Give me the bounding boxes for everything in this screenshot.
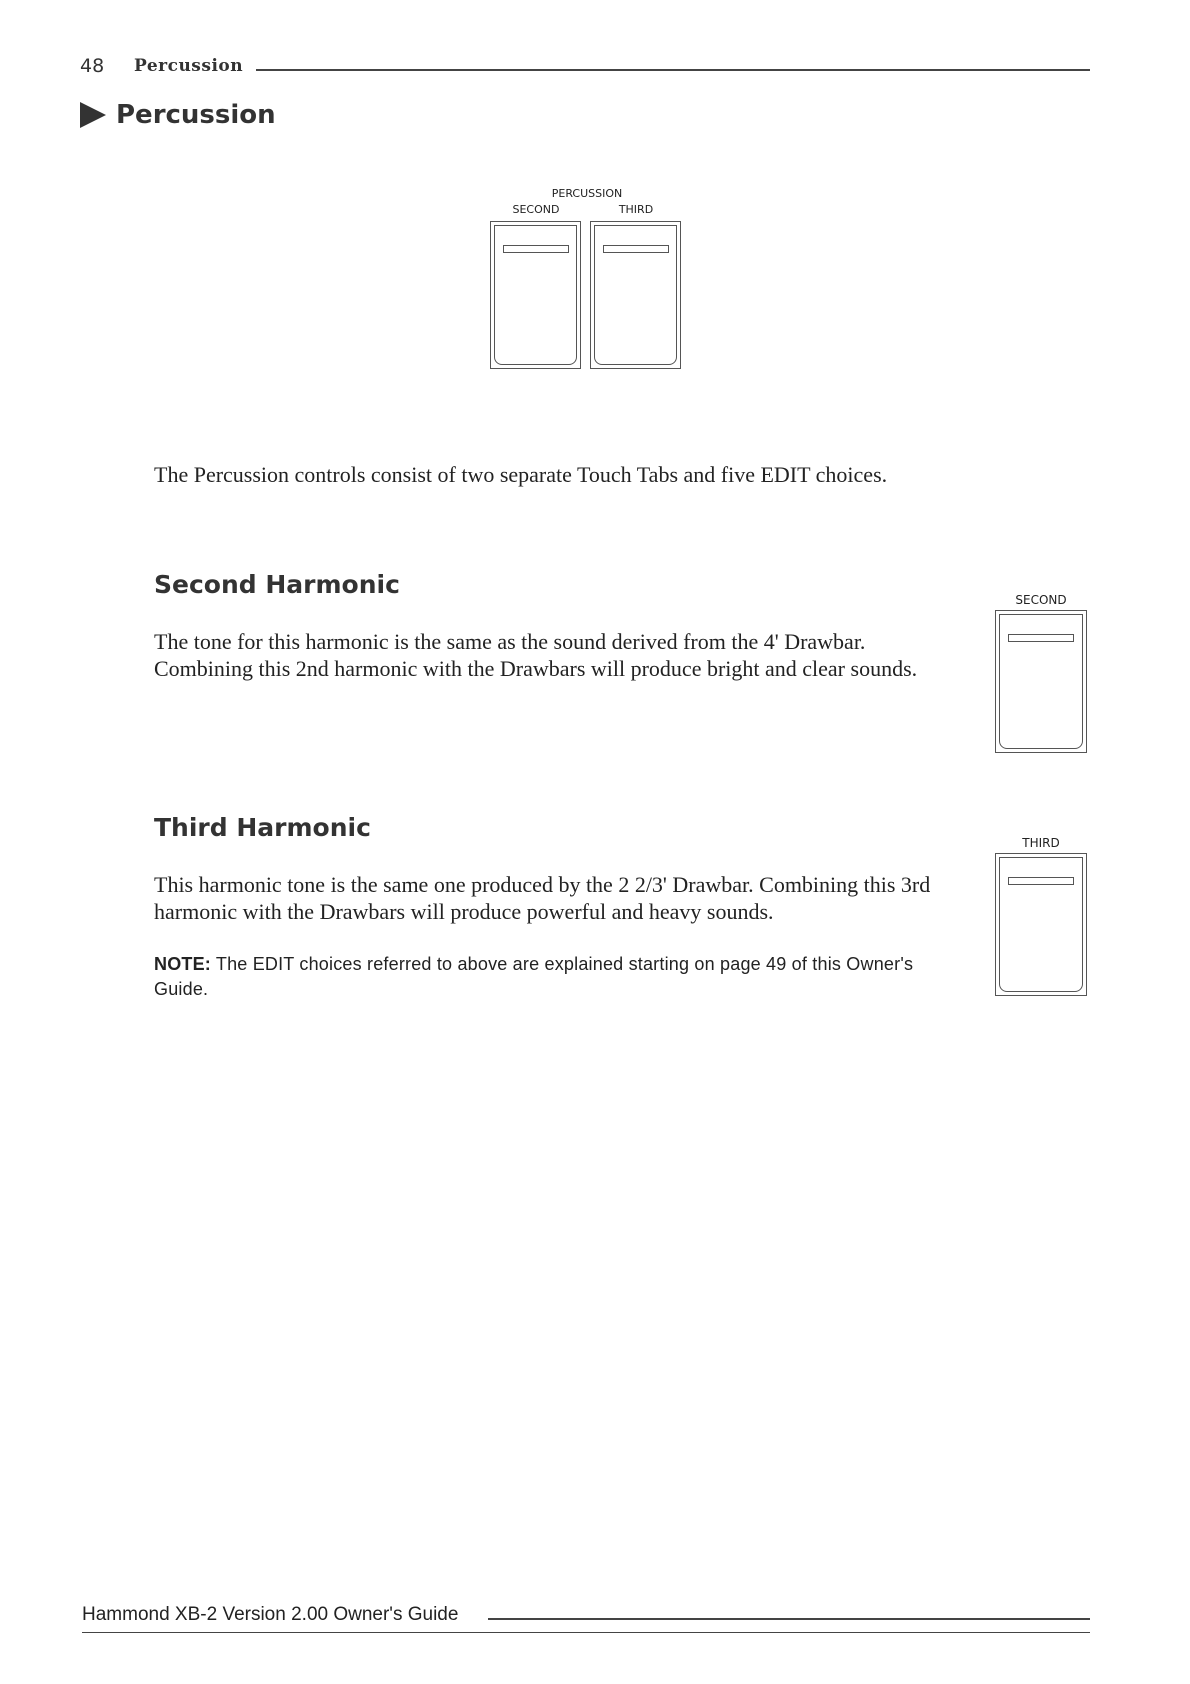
note-paragraph — [154, 952, 944, 1002]
tab-indicator — [603, 245, 669, 253]
note-text: The EDIT choices referred to above are explained starting on page 49 of this Owner's Guide. — [154, 954, 914, 999]
third-touch-tab — [995, 853, 1087, 996]
note-label: NOTE: — [154, 954, 211, 974]
second-harmonic-heading: Second Harmonic — [154, 570, 400, 599]
tab-indicator — [503, 245, 569, 253]
header-rule — [256, 69, 1090, 71]
panel-group-label: PERCUSSION — [551, 187, 623, 200]
section-title: Percussion — [116, 100, 276, 130]
tab-indicator — [1008, 877, 1074, 885]
third-tab-label: THIRD — [1022, 836, 1060, 850]
page-number: 48 — [80, 55, 105, 77]
panel-second-label: SECOND — [512, 203, 560, 216]
panel-third-label: THIRD — [618, 203, 654, 216]
second-touch-tab — [490, 221, 581, 369]
footer-text: Hammond XB-2 Version 2.00 Owner's Guide — [82, 1604, 459, 1625]
percussion-panel-diagram — [490, 187, 684, 372]
page-footer — [82, 1604, 1090, 1630]
tab-indicator — [1008, 634, 1074, 642]
third-touch-tab — [590, 221, 681, 369]
running-title: Percussion — [134, 56, 244, 76]
third-harmonic-heading: Third Harmonic — [154, 813, 371, 842]
section-heading — [80, 100, 276, 130]
third-harmonic-body: This harmonic tone is the same one produced by the 2 2/3' Drawbar. Combining this 3rd harmonic with the Drawbars will produce powerful and heavy sounds. — [154, 872, 931, 924]
arrow-icon — [80, 102, 106, 128]
third-tab-illustration — [995, 836, 1087, 996]
second-tab-label: SECOND — [1015, 593, 1067, 607]
intro-paragraph: The Percussion controls consist of two separate Touch Tabs and five EDIT choices. — [154, 462, 888, 487]
footer-rule — [488, 1618, 1090, 1620]
page-header — [80, 53, 1090, 83]
footer-underline — [82, 1632, 1090, 1633]
second-touch-tab — [995, 610, 1087, 753]
second-tab-illustration — [995, 593, 1087, 753]
second-harmonic-body: The tone for this harmonic is the same as the sound derived from the 4' Drawbar. Combining this 2nd harmonic with the Drawbars will produce bright and clear sounds. — [154, 629, 918, 681]
